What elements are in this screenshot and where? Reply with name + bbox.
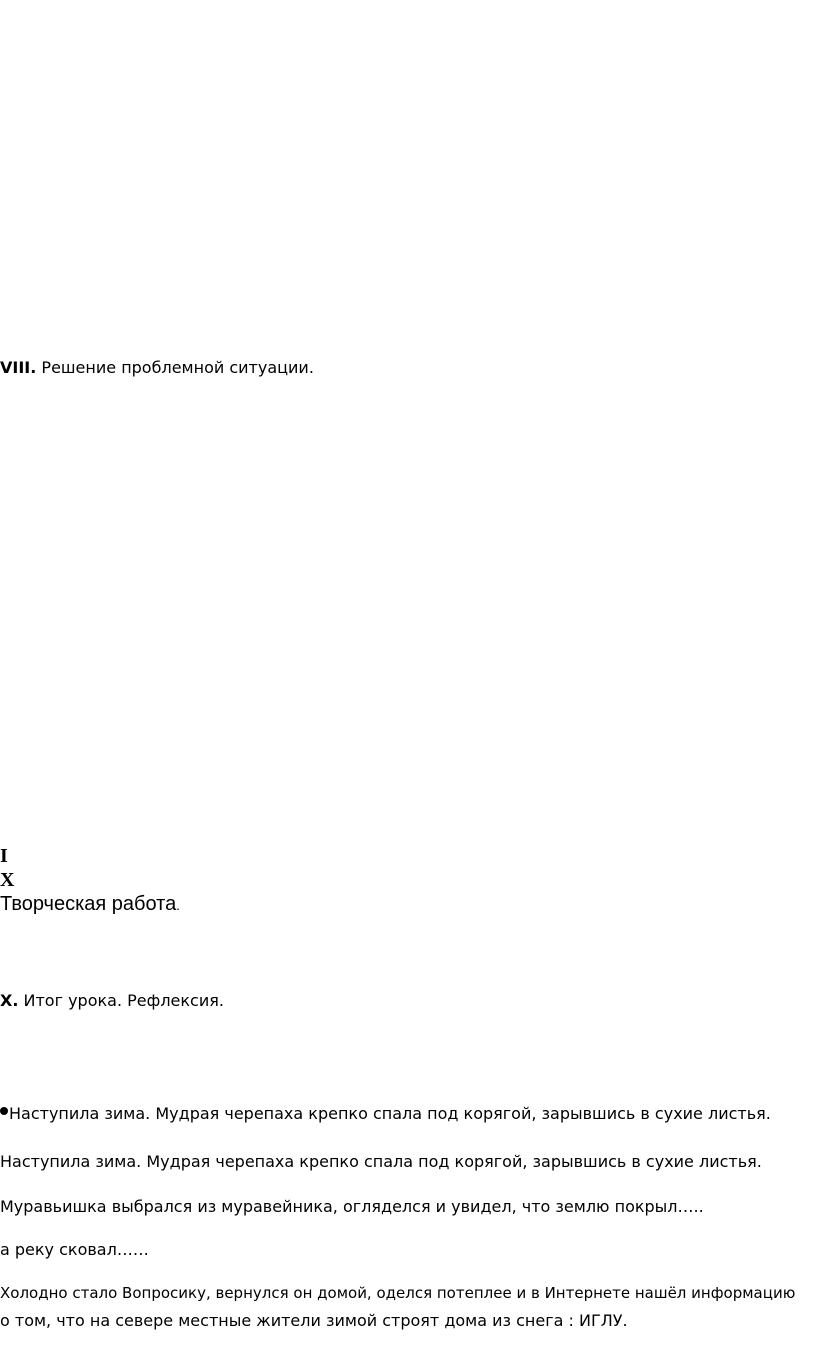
section-ix-number-part2: X: [0, 869, 15, 891]
story-line-1-text: Наступила зима. Мудрая черепаха крепко спала под корягой, зарывшись в сухие листья.: [9, 1104, 771, 1123]
story-line-5b: о том, что на севере местные жители зимой строят дома из снега : ИГЛУ.: [0, 1311, 628, 1330]
story-line-4: а реку сковал……: [0, 1240, 149, 1259]
story-line-5a: Холодно стало Вопросику, вернулся он домой, оделся потеплее и в Интернете нашёл информацию: [0, 1284, 796, 1302]
section-ix-title-tail: .: [176, 898, 180, 913]
section-x-title: Итог урока. Рефлексия.: [23, 991, 224, 1010]
section-ix-title-line: [0, 892, 180, 918]
section-viii-heading: [0, 358, 314, 378]
section-viii-number: VIII.: [0, 358, 37, 377]
section-ix-title: Творческая работа: [0, 893, 177, 915]
section-ix-number-part1: I: [0, 845, 8, 867]
section-x-number: X.: [0, 991, 19, 1010]
section-x-heading: [0, 991, 224, 1011]
story-line-3: Муравьишка выбрался из муравейника, огляделся и увидел, что землю покрыл…..: [0, 1197, 704, 1216]
bullet-icon: [0, 1107, 8, 1115]
section-viii-title: Решение проблемной ситуации.: [41, 358, 314, 377]
story-line-2: Наступила зима. Мудрая черепаха крепко спала под корягой, зарывшись в сухие листья.: [0, 1152, 762, 1171]
story-line-1: [0, 1104, 771, 1124]
